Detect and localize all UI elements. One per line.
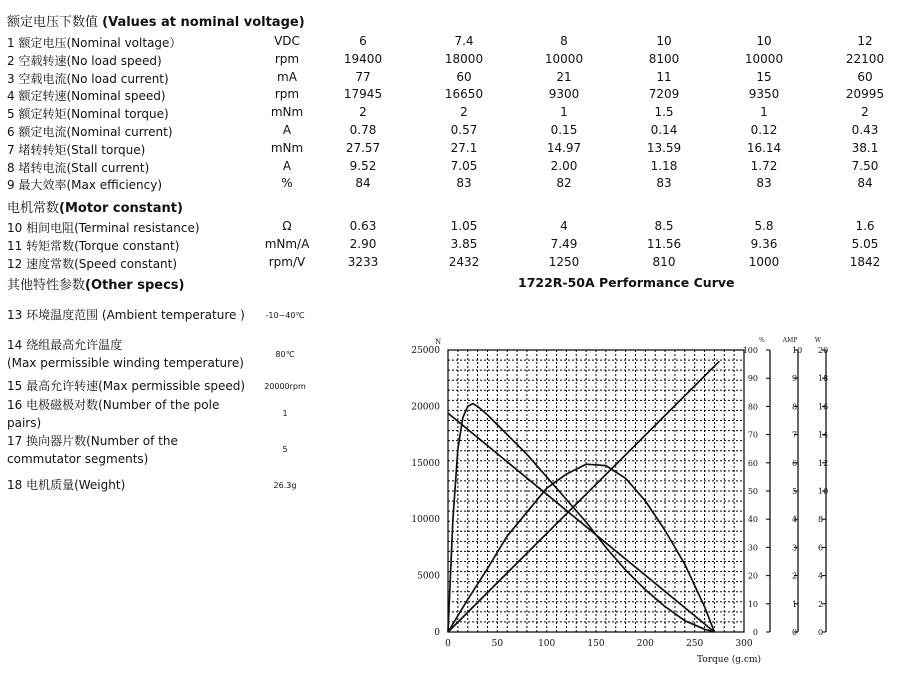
row-value: 13.59 bbox=[646, 140, 682, 155]
current-curve bbox=[448, 361, 719, 632]
chart-title: 1722R-50A Performance Curve bbox=[518, 275, 735, 290]
table-row bbox=[0, 159, 904, 177]
row-value: 2 bbox=[460, 105, 468, 120]
spec-pole-pairs-label bbox=[7, 396, 219, 432]
y-tick-label-speed: 20000 bbox=[411, 402, 440, 413]
row-value: 8 bbox=[560, 34, 568, 48]
table-row bbox=[0, 70, 904, 88]
row-value: 7209 bbox=[648, 87, 680, 102]
row-label: 8 堵转电流(Stall current) bbox=[7, 160, 150, 175]
y-tick-label-speed: 15000 bbox=[411, 458, 440, 469]
row-value: 1 bbox=[560, 105, 568, 120]
right-axis-tick-label: 80 bbox=[747, 402, 758, 412]
row-unit: rpm bbox=[274, 87, 300, 102]
y-axis-name: % bbox=[759, 337, 765, 344]
x-tick-label: 200 bbox=[636, 639, 654, 649]
y-axis-name-speed: N bbox=[434, 338, 442, 346]
row-value: 1.5 bbox=[654, 105, 674, 120]
right-axis-tick-label: 2 bbox=[818, 599, 824, 609]
row-value: 16650 bbox=[444, 87, 484, 102]
spec-max-speed-label: 15 最高允许转速(Max permissible speed) bbox=[7, 379, 246, 393]
spec-ambient-temperature-label: 13 环境温度范围 (Ambient temperature ) bbox=[7, 308, 245, 322]
row-value: 1.72 bbox=[750, 158, 778, 173]
right-axis-tick-label: 9 bbox=[792, 374, 798, 384]
spec-commutator-segments-label-line1: 17 换向器片数(Number of the bbox=[7, 434, 178, 448]
y-tick-label-speed: 5000 bbox=[417, 571, 440, 582]
spec-winding-temperature-label-line1: 14 绕组最高允许温度 bbox=[7, 338, 123, 352]
row-value: 60 bbox=[456, 69, 472, 84]
section-values-title-cn: 额定电压下数值 bbox=[7, 15, 99, 30]
row-label: 9 最大效率(Max efficiency) bbox=[7, 178, 163, 193]
right-axis-tick-label: 4 bbox=[792, 515, 798, 525]
row-unit: rpm/V bbox=[268, 255, 306, 269]
right-axis-tick-label: 0 bbox=[792, 628, 798, 637]
right-axis-tick-label: 100 bbox=[742, 346, 758, 355]
row-value: 10 bbox=[656, 34, 672, 48]
y-axis-name: AMP bbox=[782, 337, 798, 344]
row-label: 3 空载电流(No load current) bbox=[7, 71, 169, 86]
row-value: 810 bbox=[652, 255, 676, 269]
right-axis-tick-label: 6 bbox=[818, 543, 824, 553]
row-value: 7.49 bbox=[550, 237, 578, 251]
performance-chart bbox=[400, 330, 850, 670]
row-label: 5 额定转矩(Nominal torque) bbox=[7, 107, 169, 122]
table-row bbox=[0, 255, 904, 273]
row-value: 83 bbox=[456, 176, 472, 191]
section-other-title bbox=[7, 274, 184, 293]
row-value: 9.36 bbox=[750, 237, 778, 251]
row-value: 7.4 bbox=[454, 34, 474, 48]
right-axis-tick-label: 8 bbox=[792, 402, 798, 412]
right-axis-tick-label: 10 bbox=[747, 599, 758, 609]
right-axis-tick-label: 70 bbox=[747, 430, 758, 440]
right-axis-tick-label: 16 bbox=[818, 402, 829, 412]
row-value: 17945 bbox=[343, 87, 383, 102]
spec-pole-pairs-value: 1 bbox=[282, 409, 288, 418]
row-value: 84 bbox=[355, 176, 371, 191]
row-value: 2.90 bbox=[349, 237, 377, 251]
x-axis-label: Torque (g.cm) bbox=[697, 655, 761, 665]
right-axis-tick-label: 1 bbox=[792, 599, 798, 609]
table-row bbox=[0, 237, 904, 255]
y-tick-label-speed: 10000 bbox=[411, 515, 440, 526]
row-unit: rpm bbox=[274, 51, 300, 66]
row-value: 0.15 bbox=[550, 123, 578, 137]
row-value: 18000 bbox=[444, 51, 484, 66]
row-value: 19400 bbox=[343, 51, 383, 66]
section-other-title-cn: 其他特性参数 bbox=[7, 278, 86, 293]
row-value: 38.1 bbox=[851, 140, 879, 155]
x-tick-label: 100 bbox=[538, 639, 556, 649]
row-value: 4 bbox=[560, 219, 568, 233]
row-unit: mNm bbox=[270, 105, 304, 120]
row-value: 21 bbox=[556, 69, 572, 84]
row-value: 10000 bbox=[744, 51, 784, 66]
row-value: 8100 bbox=[648, 51, 680, 66]
spec-commutator-segments-label bbox=[7, 432, 178, 468]
row-value: 8.5 bbox=[654, 219, 674, 233]
row-label: 10 相间电阻(Terminal resistance) bbox=[7, 221, 200, 235]
row-value: 15 bbox=[756, 69, 772, 84]
spec-winding-temperature-value: 80℃ bbox=[275, 350, 295, 359]
table-row bbox=[0, 34, 904, 52]
right-axis-tick-label: 14 bbox=[818, 430, 829, 440]
row-value: 0.63 bbox=[349, 219, 377, 233]
row-label: 7 堵转转矩(Stall torque) bbox=[7, 142, 146, 157]
row-value: 2 bbox=[359, 105, 367, 120]
row-value: 3.85 bbox=[450, 237, 478, 251]
row-value: 60 bbox=[857, 69, 873, 84]
spec-commutator-segments-label-line2: commutator segments) bbox=[7, 452, 149, 466]
spec-pole-pairs-label-line1: 16 电极磁极对数(Number of the pole bbox=[7, 398, 220, 412]
row-value: 2432 bbox=[448, 255, 480, 269]
row-value: 1.18 bbox=[650, 158, 678, 173]
row-unit: A bbox=[282, 158, 292, 173]
right-axis-tick-label: 10 bbox=[818, 487, 829, 496]
row-value: 9.52 bbox=[349, 158, 377, 173]
y-tick-label-speed: 25000 bbox=[411, 346, 440, 356]
right-axis-tick-label: 10 bbox=[792, 346, 803, 355]
row-label: 4 额定转速(Nominal speed) bbox=[7, 89, 166, 104]
row-value: 1.05 bbox=[450, 219, 478, 233]
right-axis-tick-label: 0 bbox=[752, 628, 758, 637]
table-row bbox=[0, 87, 904, 105]
row-label: 12 速度常数(Speed constant) bbox=[7, 257, 178, 271]
section-values-title bbox=[7, 11, 305, 30]
right-axis-tick-label: 0 bbox=[818, 628, 824, 637]
row-value: 2 bbox=[861, 105, 869, 120]
table-row bbox=[0, 105, 904, 123]
row-value: 0.14 bbox=[650, 123, 678, 137]
row-value: 10000 bbox=[544, 51, 584, 66]
right-axis-tick-label: 90 bbox=[747, 374, 758, 384]
right-axis-tick-label: 12 bbox=[818, 458, 829, 468]
row-label: 1 额定电压(Nominal voltage） bbox=[7, 36, 182, 50]
right-axis-tick-label: 50 bbox=[747, 487, 758, 496]
section-other-title-en: (Other specs) bbox=[85, 278, 185, 293]
table-row bbox=[0, 141, 904, 159]
spec-pole-pairs-label-line2: pairs) bbox=[7, 416, 42, 430]
right-axis-tick-label: 30 bbox=[747, 543, 758, 553]
spec-weight-label: 18 电机质量(Weight) bbox=[7, 478, 126, 492]
row-value: 10 bbox=[756, 34, 772, 48]
row-value: 20995 bbox=[845, 87, 885, 102]
section-values-title-en: (Values at nominal voltage) bbox=[102, 15, 305, 30]
right-axis-tick-label: 5 bbox=[792, 487, 798, 496]
row-value: 6 bbox=[359, 34, 367, 48]
right-axis-tick-label: 20 bbox=[747, 571, 758, 581]
row-unit: mNm bbox=[270, 140, 304, 155]
row-value: 1250 bbox=[548, 255, 580, 269]
right-axis-tick-label: 18 bbox=[818, 374, 829, 384]
right-axis-tick-label: 6 bbox=[792, 458, 798, 468]
row-value: 16.14 bbox=[746, 140, 782, 155]
row-value: 84 bbox=[857, 176, 873, 191]
section-motor-title-en: (Motor constant) bbox=[59, 201, 183, 216]
row-value: 2.00 bbox=[550, 158, 578, 173]
y-axis-name: W bbox=[814, 337, 822, 344]
spec-weight-value: 26.3g bbox=[273, 481, 297, 490]
row-value: 1 bbox=[760, 105, 768, 120]
row-value: 0.78 bbox=[349, 123, 377, 137]
row-unit: VDC bbox=[274, 34, 300, 48]
row-value: 0.57 bbox=[450, 123, 478, 137]
row-value: 9300 bbox=[548, 87, 580, 102]
row-value: 82 bbox=[556, 176, 572, 191]
section-motor-title-cn: 电机常数 bbox=[7, 201, 60, 216]
right-axis-tick-label: 20 bbox=[818, 346, 829, 355]
row-value: 83 bbox=[756, 176, 772, 191]
right-axis-tick-label: 60 bbox=[747, 458, 758, 468]
row-value: 1842 bbox=[849, 255, 881, 269]
row-unit: mA bbox=[277, 69, 297, 84]
row-value: 77 bbox=[355, 69, 371, 84]
row-label: 2 空载转速(No load speed) bbox=[7, 53, 162, 68]
x-tick-label: 150 bbox=[587, 639, 605, 649]
row-unit: A bbox=[282, 123, 292, 137]
spec-winding-temperature-label-line2: (Max permissible winding temperature) bbox=[7, 356, 244, 370]
row-unit: Ω bbox=[282, 219, 292, 233]
row-unit: % bbox=[281, 176, 293, 191]
table-row bbox=[0, 176, 904, 194]
row-unit: mNm/A bbox=[264, 237, 310, 251]
right-axis-tick-label: 7 bbox=[792, 430, 798, 440]
row-value: 11 bbox=[656, 69, 672, 84]
spec-winding-temperature-label bbox=[7, 336, 244, 372]
row-value: 1.6 bbox=[855, 219, 875, 233]
row-value: 0.43 bbox=[851, 123, 879, 137]
right-axis-tick-label: 2 bbox=[792, 571, 798, 581]
table-row bbox=[0, 123, 904, 141]
row-value: 83 bbox=[656, 176, 672, 191]
row-value: 5.05 bbox=[851, 237, 879, 251]
spec-max-speed-value: 20000rpm bbox=[264, 382, 306, 391]
right-axis-tick-label: 4 bbox=[818, 571, 824, 581]
row-value: 12 bbox=[857, 34, 873, 48]
row-label: 6 额定电流(Nominal current) bbox=[7, 125, 173, 139]
row-value: 3233 bbox=[347, 255, 379, 269]
row-value: 0.12 bbox=[750, 123, 778, 137]
table-row bbox=[0, 52, 904, 70]
row-value: 1000 bbox=[748, 255, 780, 269]
right-axis-tick-label: 3 bbox=[792, 543, 798, 553]
x-tick-label: 250 bbox=[686, 639, 704, 649]
spec-ambient-temperature-value: -10~40℃ bbox=[265, 311, 305, 320]
x-tick-label: 300 bbox=[735, 639, 753, 649]
row-value: 27.57 bbox=[345, 140, 381, 155]
spec-commutator-segments-value: 5 bbox=[282, 445, 288, 454]
row-value: 7.05 bbox=[450, 158, 478, 173]
x-tick-label: 0 bbox=[445, 639, 451, 649]
row-label: 11 转矩常数(Torque constant) bbox=[7, 239, 180, 253]
y-tick-label-speed: 0 bbox=[434, 628, 440, 638]
table-row bbox=[0, 219, 904, 237]
row-value: 5.8 bbox=[754, 219, 774, 233]
right-axis-tick-label: 40 bbox=[747, 515, 758, 525]
x-tick-label: 50 bbox=[491, 639, 504, 649]
row-value: 14.97 bbox=[546, 140, 582, 155]
row-value: 11.56 bbox=[646, 237, 682, 251]
right-axis-tick-label: 8 bbox=[818, 515, 824, 525]
row-value: 22100 bbox=[845, 51, 885, 66]
row-value: 9350 bbox=[748, 87, 780, 102]
row-value: 7.50 bbox=[851, 158, 879, 173]
efficiency-curve bbox=[448, 404, 714, 632]
row-value: 27.1 bbox=[450, 140, 478, 155]
section-motor-title bbox=[7, 197, 183, 216]
